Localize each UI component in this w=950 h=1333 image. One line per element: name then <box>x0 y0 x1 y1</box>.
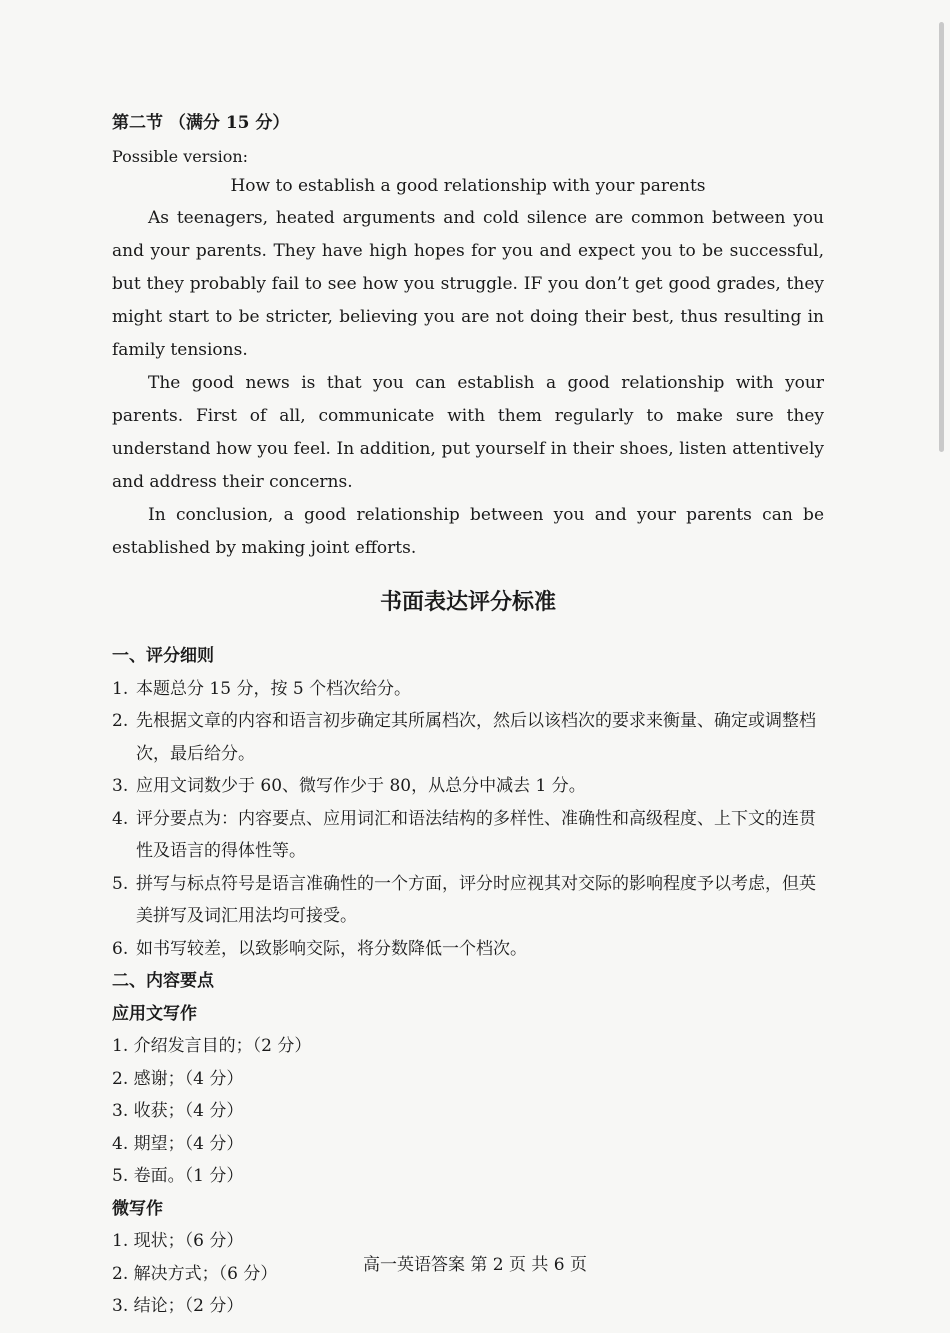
applied-item: 2. 感谢；（4 分） <box>112 1068 244 1089</box>
essay-title: How to establish a good relationship with your parents <box>230 176 706 196</box>
applied-item: 4. 期望；（4 分） <box>112 1133 244 1154</box>
scoring-rule <box>112 868 824 933</box>
applied-writing-heading: 应用文写作 <box>112 1003 197 1024</box>
rule-text: 先根据文章的内容和语言初步确定其所属档次，然后以该档次的要求来衡量、确定或调整档次，最后给分。 <box>136 711 816 764</box>
scoring-rule <box>112 933 824 966</box>
rule-text: 如书写较差，以致影响交际，将分数降低一个档次。 <box>136 938 527 959</box>
page-footer: 高一英语答案 第 2 页 共 6 页 <box>362 1255 588 1275</box>
possible-version-label: Possible version: <box>112 147 249 166</box>
rubric-title: 书面表达评分标准 <box>379 590 556 615</box>
rule-text: 应用文词数少于 60、微写作少于 80，从总分中减去 1 分。 <box>136 776 586 796</box>
rule-text: 拼写与标点符号是语言准确性的一个方面，评分时应视其对交际的影响程度予以考虑，但英美拼写及词汇用法均可接受。 <box>136 873 816 926</box>
rule-text: 评分要点为：内容要点、应用词汇和语法结构的多样性、准确性和高级程度、上下文的连贯性及语言的得体性等。 <box>136 808 816 861</box>
micro-item: 1. 现状；（6 分） <box>112 1231 244 1251</box>
scoring-rule <box>112 770 824 803</box>
rule-number: 3. <box>112 776 129 796</box>
essay-paragraph-3: In conclusion, a good relationship between you and your parents can be established by making joint efforts. <box>112 505 824 558</box>
micro-item: 3. 结论；（2 分） <box>112 1296 244 1316</box>
scoring-rule <box>112 803 824 868</box>
content-points-heading: 二、内容要点 <box>112 971 214 991</box>
applied-item: 5. 卷面。（1 分） <box>112 1166 244 1186</box>
rule-number: 6. <box>112 938 129 959</box>
scoring-rule <box>112 705 824 770</box>
essay-paragraph-1: As teenagers, heated arguments and cold silence are common between you and your parents. They have high hopes for you and expect you to be successful, but they probably fail to see how you struggle. IF you don’t get good grades, they might start to be stricter, believing you are not doing their best, thus resulting in family tensions. <box>112 208 824 360</box>
section-heading: 第二节 （满分 15 分） <box>112 113 290 133</box>
rule-number: 5. <box>112 873 129 894</box>
rule-number: 2. <box>112 711 129 731</box>
rule-number: 1. <box>112 678 129 699</box>
applied-item: 3. 收获；（4 分） <box>112 1101 244 1121</box>
micro-writing-heading: 微写作 <box>112 1198 163 1219</box>
rule-text: 本题总分 15 分，按 5 个档次给分。 <box>136 678 412 699</box>
scoring-rules-list <box>112 673 824 966</box>
rule-number: 4. <box>112 808 129 829</box>
scoring-rule <box>112 673 824 706</box>
applied-item: 1. 介绍发言目的；（2 分） <box>112 1036 312 1056</box>
essay-paragraph-2: The good news is that you can establish a good relationship with your parents. First of all, communicate with them regularly to make sure they understand how you feel. In addition, put yourself in their shoes, listen attentively and address their concerns. <box>112 373 824 492</box>
micro-item: 2. 解决方式；（6 分） <box>112 1263 278 1284</box>
scrollbar[interactable] <box>939 22 944 452</box>
scoring-details-heading: 一、评分细则 <box>112 646 214 666</box>
